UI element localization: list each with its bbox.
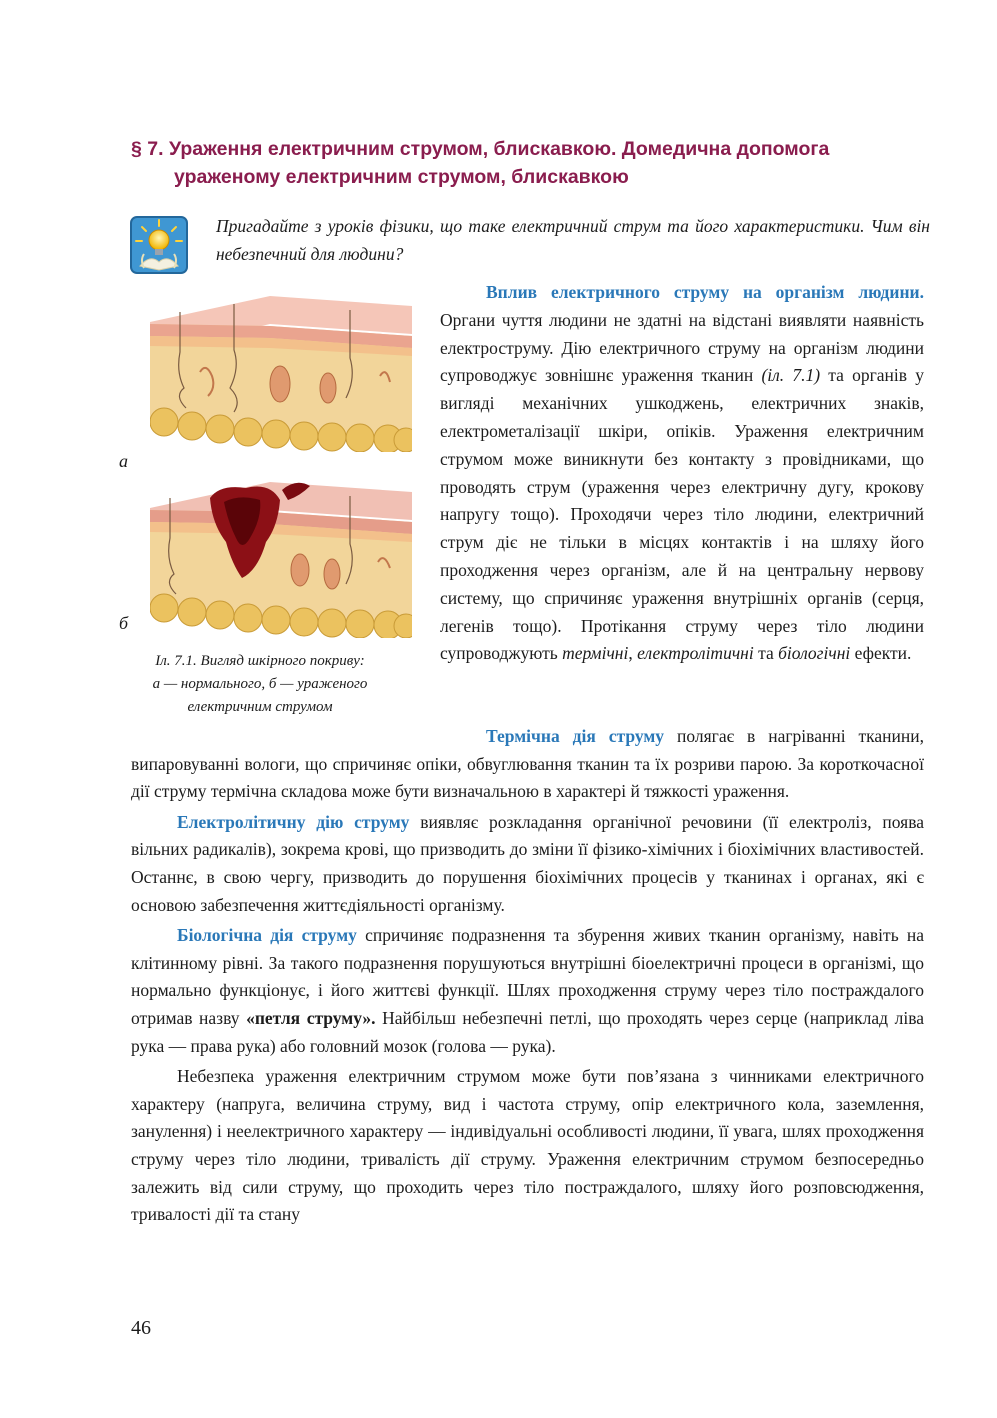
paragraph-influence: Вплив електричного струму на організм людини. Органи чуття людини не здатні на відстані виявляти наявність електроструму. Дію електричного струму на організм людини супроводжує зовнішнє ураження тканин (іл. 7.1) та органів у вигляді механічних ушкоджень, електричних знаків, електрометалізації шкіри, опіків. Ураження електричним струмом може виникнути без контакту з провідниками, що проводять струм (ураження через електричну дугу, крокову напругу тощо). Проходячи через тіло людини, електричний струм діє не тільки в місцях контактів і на шляху його проходження через організм, але й на центральну нервову систему, що спричиняє ураження внутрішніх органів (серця, легенів тощо). Протікання струму через тіло людини супроводжують термічні, електролітичні та біологічні ефекти. [440, 282, 924, 664]
normal-skin-illustration [150, 292, 412, 452]
figure-caption-line-1: Іл. 7.1. Вигляд шкірного покриву: [155, 653, 365, 669]
paragraph-biological: Біологічна дія струму спричиняє подразнення та збурення живих тканин організму, навіть на клітинному рівні. За такого подразнення порушуються внутрішні біоелектричні процеси в організмі, що нормально функціонує, і його життєві функції. Шлях проходження струму через тіло постраждалого отримав назву «петля струму». Найбільш небезпечні петлі, що проходять через серце (наприклад ліва рука — права рука) або головний мозок (голова — рука). [131, 925, 924, 1056]
figure-7-1 [110, 292, 430, 722]
figure-label-a: а [119, 451, 128, 471]
paragraph-danger: Небезпека ураження електричним струмом може бути пов’язана з чинниками електричного характеру (напруга, величина струму, вид і частота струму, опір електричного кола, заземлення, занулення) і неелектричного характеру — індивідуальні особливості людини, її увага, шлях проходження струму через тіло людини, тривалість дії струму. Ураження електричним струмом безпосередньо залежить від сили струму, що проходить через тіло постраждалого, шляху його розповсюдження, тривалості дії та стану [131, 1066, 924, 1225]
body-text [131, 723, 924, 1229]
term-electrolytic: електролітичні [637, 643, 754, 664]
column-text [440, 279, 924, 668]
section-heading [131, 135, 931, 191]
section-heading-line-1: § 7. Ураження електричним струмом, блискавкою. Домедична допомога [131, 138, 830, 160]
figure-reference: (іл. 7.1) [761, 365, 821, 386]
paragraph-thermal: Термічна дія струму полягає в нагріванні тканини, випаровуванні вологи, що спричиняє опіки, обвуглювання тканин та їх розриви парою. За короткочасної дії струму термічна складова може бути визначальною в характері й тяжкості ураження. [131, 726, 924, 802]
term-biological: біологічні [778, 643, 851, 664]
recall-question: Пригадайте з уроків фізики, що таке електричний струм та його характеристики. Чим він небезпечний для людини? [216, 216, 930, 264]
term-thermal: термічні [562, 643, 629, 664]
figure-caption-line-3: електричним струмом [187, 699, 333, 715]
subheading-electrolytic: Електролітичну дію струму [177, 811, 410, 832]
damaged-skin-illustration [150, 478, 412, 638]
figure-caption-line-2: а — нормального, б — ураженого [152, 676, 368, 692]
subheading-influence: Вплив електричного струму на організм людини. [486, 282, 924, 302]
figure-caption [110, 650, 410, 719]
section-heading-line-2: ураженому електричним струмом, блискавкою [174, 166, 629, 188]
subheading-thermal: Термічна дія струму [486, 726, 665, 746]
paragraph-electrolytic: Електролітичну дію струму виявляє розкладання органічної речовини (її електроліз, поява вільних радикалів), зокрема крові, що призводить до зміни її фізико-хімічних і біохімічних властивостей. Останнє, в свою чергу, призводить до порушення біохімічних процесів у тканинах і органах, які є основою забезпечення життєдіяльності організму. [131, 811, 924, 915]
subheading-biological: Біологічна дія струму [177, 925, 357, 946]
current-loop-term: «петля струму». [246, 1007, 376, 1028]
figure-label-b: б [119, 613, 129, 633]
lightbulb-idea-icon [130, 216, 188, 274]
page-number: 46 [131, 1317, 151, 1339]
